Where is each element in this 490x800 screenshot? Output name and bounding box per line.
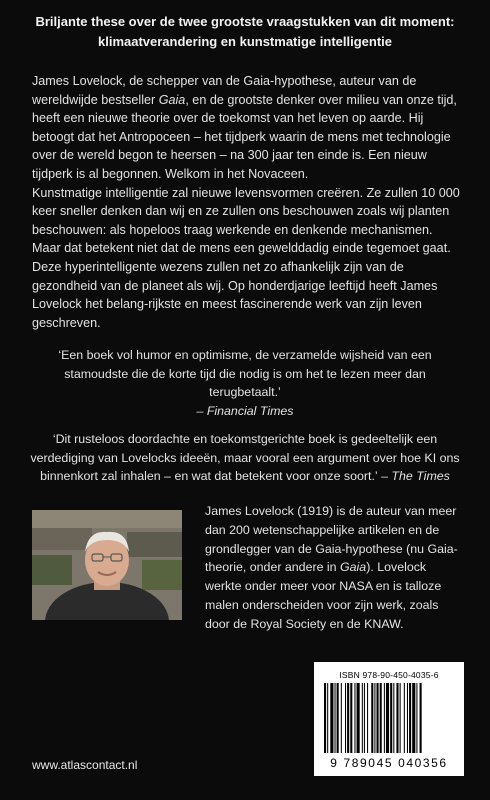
- barcode-bar: [400, 683, 401, 753]
- bio-text: ). Lovelock werkte onder meer voor NASA en is talloze malen onderscheiden voor zijn werk, zoals door de Royal Society en de KNAW.: [205, 560, 442, 631]
- publisher-website[interactable]: www.atlascontact.nl: [32, 758, 138, 772]
- barcode-bar: [386, 683, 389, 753]
- barcode-bar: [357, 683, 360, 753]
- quote-text: ‘Dit rusteloos doordachte en toekomstgerichte boek is gedeeltelijk een verdediging van Lovelocks ideeën, maar vooral een argument over hoe KI ons binnenkort zal inhalen – en wat dat betekent voor onze soort.’: [30, 432, 460, 484]
- barcode-bar: [420, 683, 422, 753]
- barcode-bar: [345, 683, 346, 753]
- barcode-bar: [371, 683, 373, 753]
- barcode-number: 9 789045 040356: [330, 756, 448, 770]
- barcode-bar: [384, 683, 385, 753]
- barcode-bar: [324, 683, 326, 753]
- barcode-bar: [409, 683, 411, 753]
- barcode-bar: [347, 683, 349, 753]
- barcode-bar: [404, 683, 405, 753]
- isbn-label: ISBN 978-90-450-4035-6: [339, 670, 439, 680]
- barcode-bar: [367, 683, 368, 753]
- blurb-text: , en de grootste denker over milieu van onze tijd, heeft een nieuwe theorie over de toekomst van het leven op aarde. Hij betoogt dat het Antropoceen – het tijdperk waarin de mens met technologie over de wereld begon te heersen – na 300 jaar ten einde is. Een nieuw tijdperk is al begonnen. Welkom in het Novaceen.: [32, 92, 457, 181]
- barcode-bar: [337, 683, 339, 753]
- barcode-bars: [322, 683, 456, 755]
- blurb-paragraph-1: [32, 72, 460, 184]
- barcode-bar: [350, 683, 352, 753]
- barcode: [314, 662, 464, 776]
- blurb: [32, 72, 460, 332]
- barcode-bar: [396, 683, 398, 753]
- barcode-bar: [390, 683, 392, 753]
- barcode-bar: [393, 683, 394, 753]
- quote-source: – Financial Times: [196, 403, 294, 418]
- blurb-text: James Lovelock, de schepper van de Gaia-hypothese, auteur van de wereldwijde bestseller: [32, 74, 417, 107]
- barcode-bar: [335, 683, 336, 753]
- quote-text: ‘Een boek vol humor en optimisme, de verzamelde wijsheid van een stamoudste die de korte tijd die nodig is om het te lezen meer dan terugbetaalt.’: [58, 348, 432, 400]
- barcode-bar: [377, 683, 379, 753]
- author-bio: [205, 502, 464, 634]
- barcode-bar: [327, 683, 328, 753]
- barcode-bar: [330, 683, 333, 753]
- book-title-gaia: Gaia: [158, 92, 186, 107]
- barcode-bar: [374, 683, 375, 753]
- barcode-bar: [412, 683, 415, 753]
- barcode-bar: [362, 683, 363, 753]
- barcode-bar: [341, 683, 342, 753]
- quote-source: – The Times: [377, 469, 450, 484]
- barcode-bar: [380, 683, 382, 753]
- review-quote-2: [30, 430, 460, 486]
- barcode-bar: [407, 683, 408, 753]
- bio-text: James Lovelock (1919) is de auteur van meer dan 200 wetenschappelijke artikelen en de grondlegger van de Gaia-hypothese (nu Gaia-theorie, onder andere in: [205, 504, 458, 575]
- book-title-gaia: Gaia: [340, 560, 367, 575]
- barcode-bar: [416, 683, 417, 753]
- headline: Briljante these over de twee grootste vraagstukken van dit moment: klimaatverandering en kunstmatige intelligentie: [35, 14, 455, 49]
- review-quote-1: [30, 346, 460, 420]
- barcode-bar: [354, 683, 355, 753]
- author-photo: [32, 510, 182, 620]
- barcode-bar: [364, 683, 365, 753]
- blurb-paragraph-2: Kunstmatige intelligentie zal nieuwe levensvormen creëren. Ze zullen 10 000 keer sneller denken dan wij en ze zullen ons beschouwen zoals wij planten beschouwen: als hopeloos traag werkende en denkende mechanismen. Maar dat betekent niet dat de mens een gewelddadig einde tegemoet gaat. Deze hyperintelligente wezens zullen net zo afhankelijk zijn van de gezondheid van de planeet als wij. Op honderdjarige leeftijd heeft James Lovelock het belang-rijkste en meest fascinerende werk van zijn leven geschreven.: [32, 185, 460, 330]
